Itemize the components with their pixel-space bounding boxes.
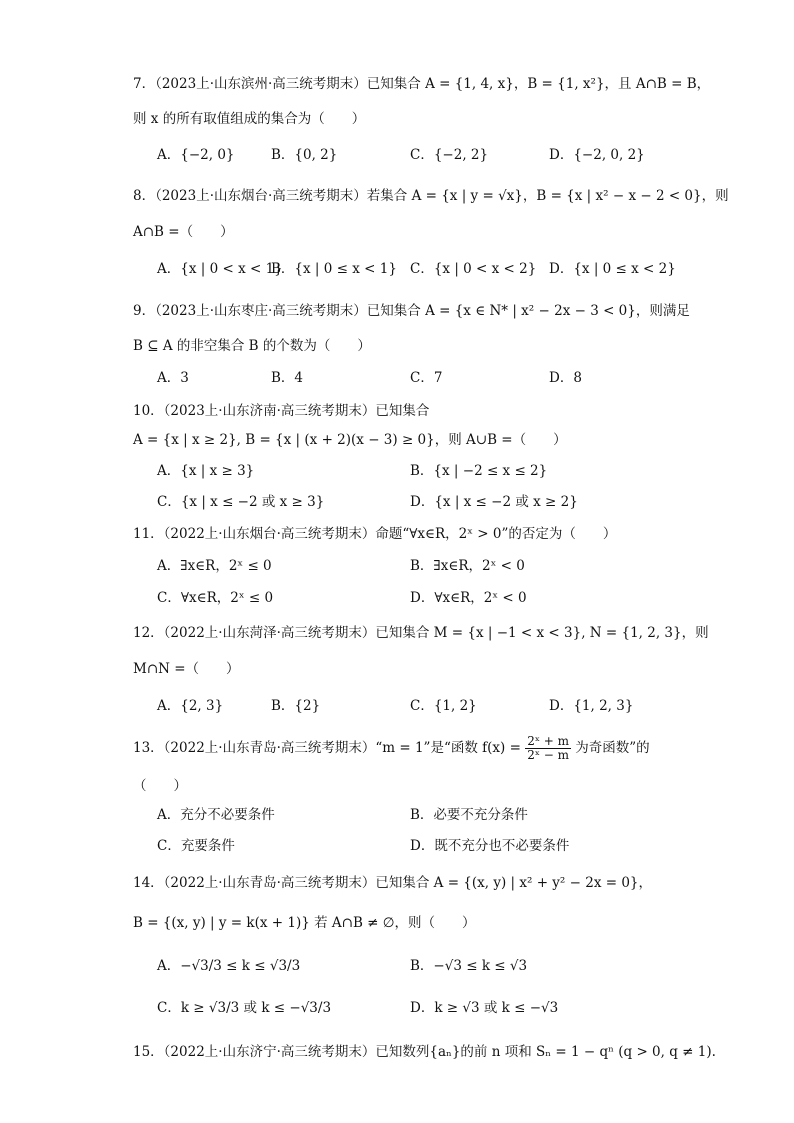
question-15-stem: 15．（2022上·山东济宁·高三统考期末）已知数列{aₙ}的前 n 项和 Sₙ = 1 − qⁿ (q > 0, q ≠ 1). bbox=[133, 1044, 716, 1060]
question-7-option-b: B．{0, 2} bbox=[271, 147, 338, 163]
question-11-option-c: C．∀x∈R，2ˣ ≤ 0 bbox=[157, 590, 274, 606]
question-8-stem-cont: A∩B =（ ） bbox=[133, 224, 234, 240]
question-13-stem-start: 13．（2022上·山东青岛·高三统考期末）“m = 1”是“函数 f(x) = bbox=[133, 740, 526, 756]
question-13-option-b: B．必要不充分条件 bbox=[410, 807, 528, 823]
fraction-numerator: 2ˣ + m bbox=[527, 734, 569, 748]
question-10-option-d: D．{x | x ≤ −2 或 x ≥ 2} bbox=[410, 494, 578, 510]
question-12-option-a: A．{2, 3} bbox=[157, 698, 224, 714]
question-13-option-d: D．既不充分也不必要条件 bbox=[410, 838, 570, 854]
question-11-option-b: B．∃x∈R，2ˣ < 0 bbox=[410, 558, 525, 574]
question-11-option-a: A．∃x∈R，2ˣ ≤ 0 bbox=[157, 558, 272, 574]
question-9-stem: 9．（2023上·山东枣庄·高三统考期末）已知集合 A = {x ∈ N* | x² − 2x − 3 < 0}，则满足 bbox=[133, 303, 690, 319]
question-11-option-d: D．∀x∈R，2ˣ < 0 bbox=[410, 590, 527, 606]
fraction-denominator: 2ˣ − m bbox=[527, 748, 569, 762]
question-9-option-a: A．3 bbox=[157, 370, 189, 386]
question-9-option-d: D．8 bbox=[549, 370, 582, 386]
function-fraction bbox=[525, 735, 571, 762]
question-12-option-c: C．{1, 2} bbox=[410, 698, 477, 714]
question-8-option-a: A．{x | 0 < x < 1} bbox=[157, 261, 283, 277]
question-10-stem: 10．（2023上·山东济南·高三统考期末）已知集合 bbox=[133, 403, 430, 419]
question-14-option-d: D．k ≥ √3 或 k ≤ −√3 bbox=[410, 1000, 559, 1016]
question-12-option-b: B．{2} bbox=[271, 698, 321, 714]
question-10-option-c: C．{x | x ≤ −2 或 x ≥ 3} bbox=[157, 494, 325, 510]
question-8-stem: 8．（2023上·山东烟台·高三统考期末）若集合 A = {x | y = √x}，B = {x | x² − x − 2 < 0}，则 bbox=[133, 188, 729, 204]
question-11-stem: 11．（2022上·山东烟台·高三统考期末）命题“∀x∈R，2ˣ > 0”的否定为（ ） bbox=[133, 526, 617, 542]
question-7-stem-cont: 则 x 的所有取值组成的集合为（ ） bbox=[133, 111, 366, 127]
question-8-option-c: C．{x | 0 < x < 2} bbox=[410, 261, 537, 277]
question-9-stem-cont: B ⊆ A 的非空集合 B 的个数为（ ） bbox=[133, 338, 371, 354]
question-14-option-a: A．−√3/3 ≤ k ≤ √3/3 bbox=[157, 958, 301, 974]
question-14-option-c: C．k ≥ √3/3 或 k ≤ −√3/3 bbox=[157, 1000, 332, 1016]
question-13-stem-cont: （ ） bbox=[133, 778, 187, 794]
question-14-stem-cont: B = {(x, y) | y = k(x + 1)} 若 A∩B ≠ ∅，则（ ） bbox=[133, 915, 476, 931]
question-10-stem-cont: A = {x | x ≥ 2}, B = {x | (x + 2)(x − 3) ≥ 0}，则 A∪B =（ ） bbox=[133, 432, 567, 448]
question-10-option-a: A．{x | x ≥ 3} bbox=[157, 463, 255, 479]
question-12-option-d: D．{1, 2, 3} bbox=[549, 698, 634, 714]
question-12-stem-cont: M∩N =（ ） bbox=[133, 661, 240, 677]
question-7-option-d: D．{−2, 0, 2} bbox=[549, 147, 645, 163]
question-14-option-b: B．−√3 ≤ k ≤ √3 bbox=[410, 958, 528, 974]
question-7-option-c: C．{−2, 2} bbox=[410, 147, 489, 163]
question-13-option-a: A．充分不必要条件 bbox=[157, 807, 275, 823]
question-13-option-c: C．充要条件 bbox=[157, 838, 235, 854]
question-8-option-b: B．{x | 0 ≤ x < 1} bbox=[271, 261, 397, 277]
question-7-option-a: A．{−2, 0} bbox=[157, 147, 235, 163]
question-10-option-b: B．{x | −2 ≤ x ≤ 2} bbox=[410, 463, 548, 479]
question-9-option-b: B．4 bbox=[271, 370, 304, 386]
question-13-stem-end: 为奇函数”的 bbox=[570, 740, 650, 756]
question-7-stem: 7．（2023上·山东滨州·高三统考期末）已知集合 A = {1, 4, x}，B = {1, x²}，且 A∩B = B， bbox=[133, 76, 711, 92]
question-13-stem bbox=[133, 735, 650, 762]
question-9-option-c: C．7 bbox=[410, 370, 443, 386]
question-8-option-d: D．{x | 0 ≤ x < 2} bbox=[549, 261, 676, 277]
question-12-stem: 12．（2022上·山东菏泽·高三统考期末）已知集合 M = {x | −1 < x < 3}, N = {1, 2, 3}，则 bbox=[133, 625, 709, 641]
question-14-stem: 14．（2022上·山东青岛·高三统考期末）已知集合 A = {(x, y) | x² + y² − 2x = 0}， bbox=[133, 875, 653, 891]
